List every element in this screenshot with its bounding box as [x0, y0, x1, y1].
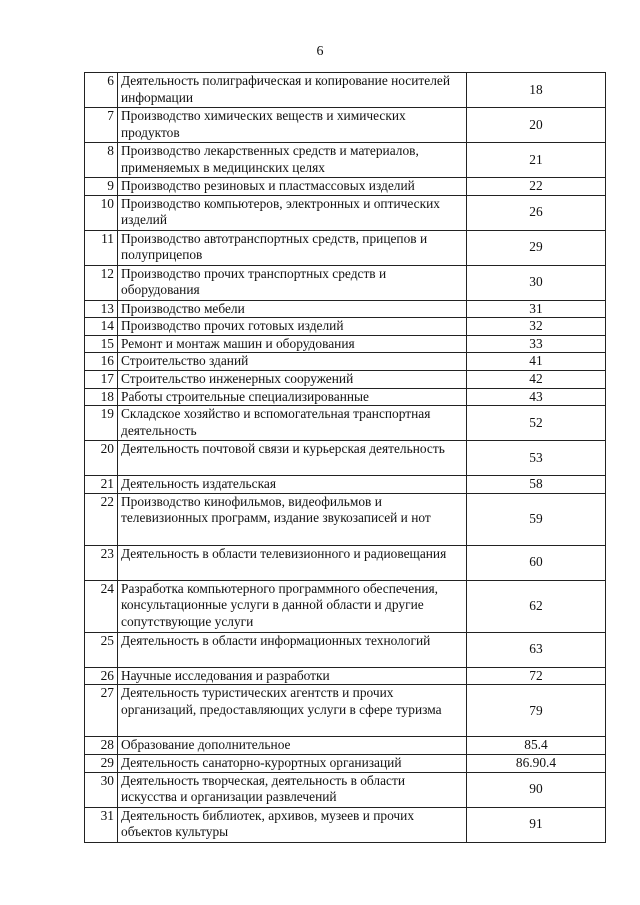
- activity-name: Строительство инженерных сооружений: [118, 370, 467, 388]
- table-row: [85, 580, 606, 632]
- activity-name: Производство лекарственных средств и материалов, применяемых в медицинских целях: [118, 143, 467, 178]
- table-row: [85, 441, 606, 476]
- table-row: [85, 73, 606, 108]
- okved-code: 59: [467, 493, 606, 545]
- row-number: 17: [85, 370, 118, 388]
- activity-name: Деятельность туристических агентств и прочих организаций, предоставляющих услуги в сфере туризма: [118, 685, 467, 737]
- activity-name: Производство автотранспортных средств, прицепов и полуприцепов: [118, 230, 467, 265]
- table-row: [85, 754, 606, 772]
- okved-code: 32: [467, 318, 606, 336]
- okved-code: 20: [467, 108, 606, 143]
- table-row: [85, 406, 606, 441]
- table-row: [85, 476, 606, 494]
- row-number: 27: [85, 685, 118, 737]
- activity-name: Деятельность полиграфическая и копирование носителей информации: [118, 73, 467, 108]
- activity-name: Производство кинофильмов, видеофильмов и телевизионных программ, издание звукозаписей и нот: [118, 493, 467, 545]
- activity-name: Складское хозяйство и вспомогательная транспортная деятельность: [118, 406, 467, 441]
- table-row: [85, 493, 606, 545]
- row-number: 13: [85, 300, 118, 318]
- row-number: 16: [85, 353, 118, 371]
- table-row: [85, 300, 606, 318]
- table-row: [85, 178, 606, 196]
- row-number: 6: [85, 73, 118, 108]
- okved-code: 26: [467, 195, 606, 230]
- okved-code: 41: [467, 353, 606, 371]
- table-row: [85, 685, 606, 737]
- okved-code: 72: [467, 667, 606, 685]
- activity-name: Производство компьютеров, электронных и оптических изделий: [118, 195, 467, 230]
- row-number: 31: [85, 807, 118, 842]
- okved-code: 58: [467, 476, 606, 494]
- okved-code: 33: [467, 335, 606, 353]
- activity-name: Производство прочих транспортных средств и оборудования: [118, 265, 467, 300]
- okved-code: 86.90.4: [467, 754, 606, 772]
- row-number: 30: [85, 772, 118, 807]
- activity-name: Деятельность санаторно-курортных организаций: [118, 754, 467, 772]
- table-row: [85, 370, 606, 388]
- activity-name: Деятельность издательская: [118, 476, 467, 494]
- activity-name: Деятельность почтовой связи и курьерская деятельность: [118, 441, 467, 476]
- okved-code: 60: [467, 545, 606, 580]
- activity-name: Производство химических веществ и химических продуктов: [118, 108, 467, 143]
- activity-codes-table: [84, 72, 606, 843]
- row-number: 24: [85, 580, 118, 632]
- okved-code: 85.4: [467, 737, 606, 755]
- activity-name: Ремонт и монтаж машин и оборудования: [118, 335, 467, 353]
- row-number: 21: [85, 476, 118, 494]
- row-number: 19: [85, 406, 118, 441]
- row-number: 28: [85, 737, 118, 755]
- table-row: [85, 807, 606, 842]
- row-number: 22: [85, 493, 118, 545]
- row-number: 7: [85, 108, 118, 143]
- activity-name: Деятельность в области информационных технологий: [118, 632, 467, 667]
- okved-code: 42: [467, 370, 606, 388]
- okved-code: 18: [467, 73, 606, 108]
- activity-name: Деятельность творческая, деятельность в области искусства и организации развлечений: [118, 772, 467, 807]
- row-number: 15: [85, 335, 118, 353]
- row-number: 11: [85, 230, 118, 265]
- okved-code: 90: [467, 772, 606, 807]
- okved-code: 63: [467, 632, 606, 667]
- table-row: [85, 230, 606, 265]
- table-row: [85, 353, 606, 371]
- okved-code: 79: [467, 685, 606, 737]
- table-row: [85, 667, 606, 685]
- okved-code: 29: [467, 230, 606, 265]
- row-number: 25: [85, 632, 118, 667]
- activity-name: Образование дополнительное: [118, 737, 467, 755]
- activity-name: Производство мебели: [118, 300, 467, 318]
- activity-name: Научные исследования и разработки: [118, 667, 467, 685]
- activity-name: Работы строительные специализированные: [118, 388, 467, 406]
- table-row: [85, 545, 606, 580]
- activity-name: Строительство зданий: [118, 353, 467, 371]
- table-body: [85, 73, 606, 843]
- okved-code: 43: [467, 388, 606, 406]
- okved-code: 52: [467, 406, 606, 441]
- table-row: [85, 737, 606, 755]
- okved-code: 22: [467, 178, 606, 196]
- okved-code: 31: [467, 300, 606, 318]
- row-number: 12: [85, 265, 118, 300]
- okved-code: 53: [467, 441, 606, 476]
- row-number: 26: [85, 667, 118, 685]
- table-row: [85, 335, 606, 353]
- table-row: [85, 772, 606, 807]
- table-row: [85, 632, 606, 667]
- okved-code: 21: [467, 143, 606, 178]
- okved-code: 30: [467, 265, 606, 300]
- row-number: 20: [85, 441, 118, 476]
- table-row: [85, 318, 606, 336]
- row-number: 23: [85, 545, 118, 580]
- row-number: 14: [85, 318, 118, 336]
- row-number: 18: [85, 388, 118, 406]
- okved-code: 62: [467, 580, 606, 632]
- row-number: 29: [85, 754, 118, 772]
- table-row: [85, 195, 606, 230]
- activity-name: Деятельность в области телевизионного и радиовещания: [118, 545, 467, 580]
- table-row: [85, 265, 606, 300]
- table-row: [85, 388, 606, 406]
- row-number: 9: [85, 178, 118, 196]
- row-number: 10: [85, 195, 118, 230]
- row-number: 8: [85, 143, 118, 178]
- activity-name: Производство прочих готовых изделий: [118, 318, 467, 336]
- activity-name: Производство резиновых и пластмассовых изделий: [118, 178, 467, 196]
- table-row: [85, 108, 606, 143]
- table-row: [85, 143, 606, 178]
- page-number: 6: [316, 44, 324, 59]
- activity-name: Деятельность библиотек, архивов, музеев и прочих объектов культуры: [118, 807, 467, 842]
- okved-code: 91: [467, 807, 606, 842]
- activity-name: Разработка компьютерного программного обеспечения, консультационные услуги в данной области и другие сопутствующие услуги: [118, 580, 467, 632]
